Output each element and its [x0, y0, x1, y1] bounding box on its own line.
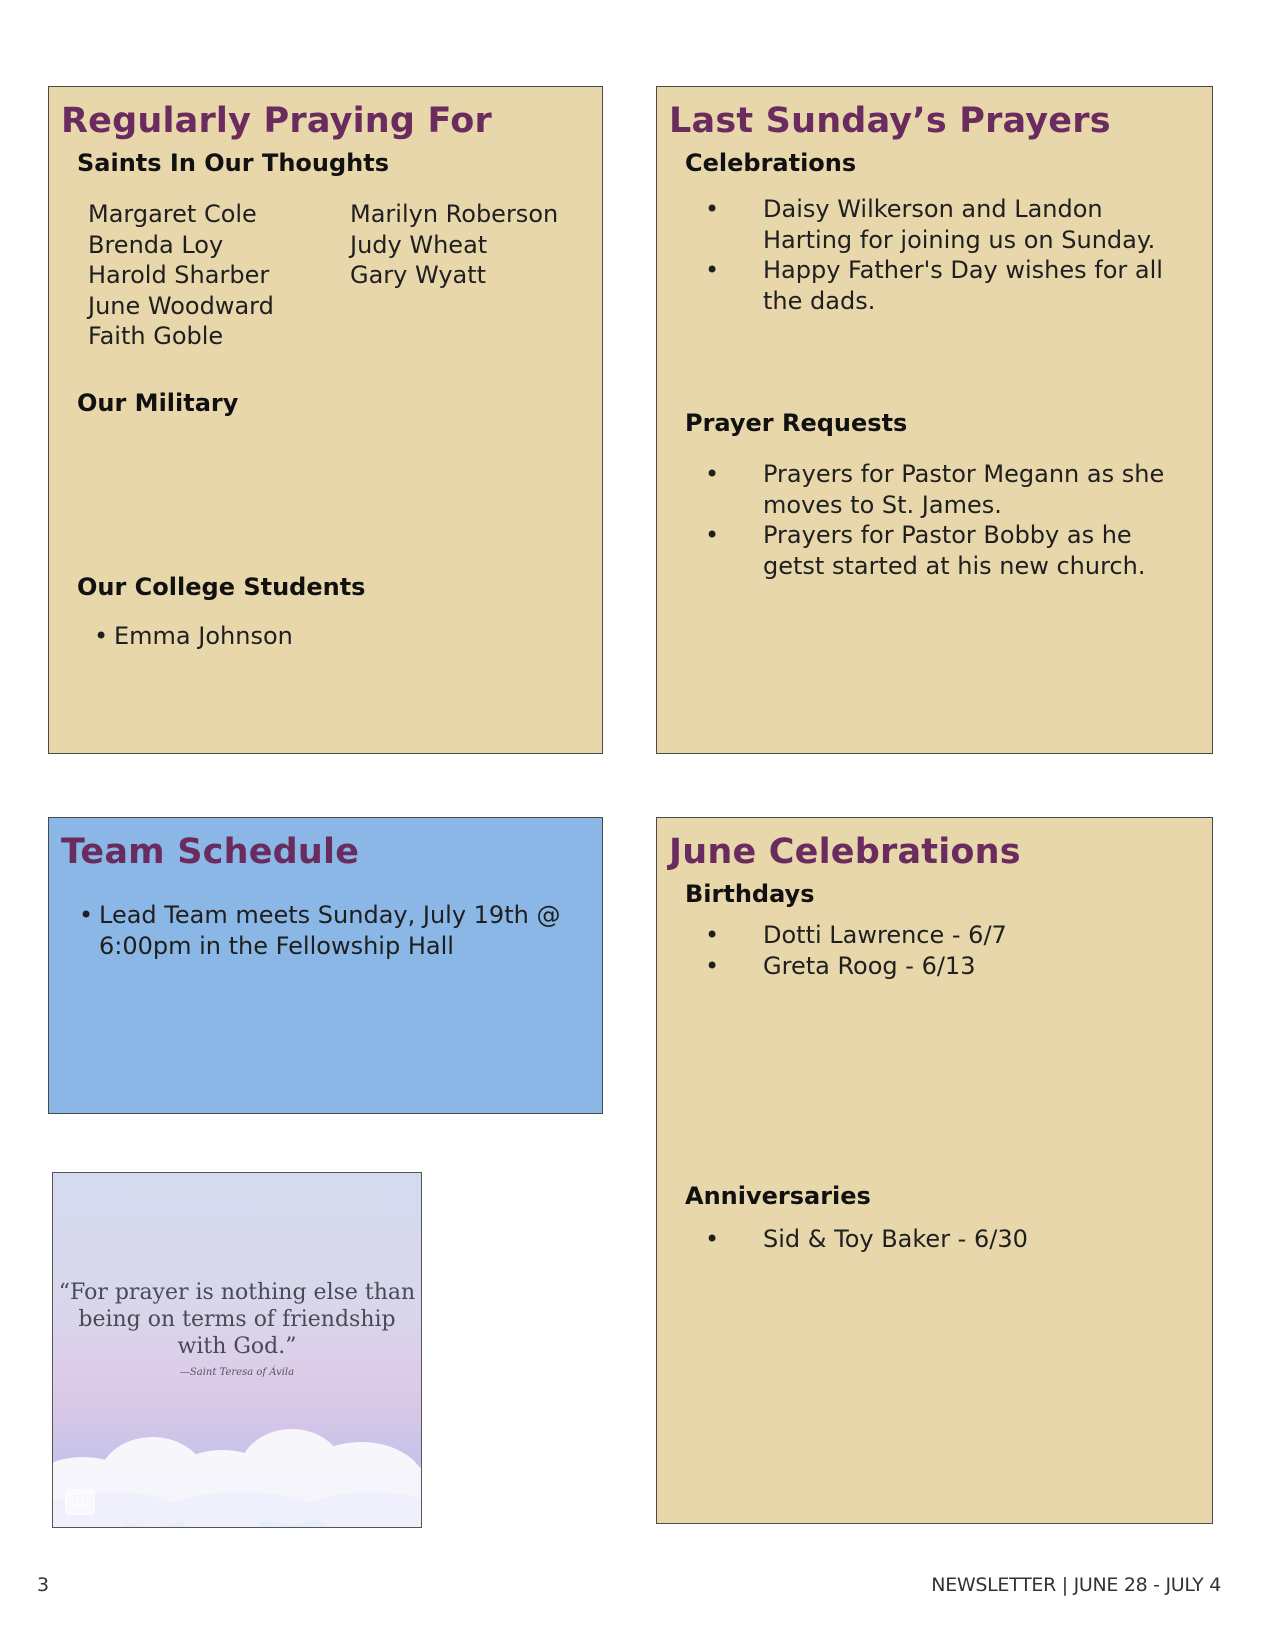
saints-list-col1	[88, 199, 274, 352]
panel-title: Regularly Praying For	[61, 101, 492, 141]
list-item: Brenda Loy	[88, 230, 224, 259]
team-schedule-panel	[48, 817, 603, 1114]
clouds-illustration	[53, 1387, 421, 1527]
list-item: June Woodward	[88, 291, 274, 320]
birthdays-list	[705, 920, 1185, 981]
military-heading: Our Military	[77, 389, 239, 417]
panel-title: Team Schedule	[61, 832, 360, 872]
page-number: 3	[37, 1574, 50, 1596]
quote-text: “For prayer is nothing else than being on terms of friendship with God.”	[58, 1280, 416, 1359]
list-item: • Happy Father's Day wishes for all the dads.	[705, 255, 1185, 316]
prayer-requests-list	[705, 459, 1185, 581]
list-item: • Prayers for Pastor Megann as she moves to St. James.	[705, 459, 1185, 520]
list-item: Marilyn Roberson	[350, 200, 559, 228]
last-sunday-prayers-panel	[656, 86, 1213, 754]
june-celebrations-panel	[656, 817, 1213, 1524]
celebrations-list	[705, 194, 1185, 316]
list-item: Margaret Cole	[88, 200, 257, 228]
college-list	[94, 621, 293, 652]
saints-list-col2	[350, 199, 558, 291]
birthdays-heading: Birthdays	[685, 880, 815, 908]
list-item: • Daisy Wilkerson and Landon Harting for joining us on Sunday.	[705, 194, 1185, 255]
panel-title: June Celebrations	[669, 832, 1021, 872]
list-item: Gary Wyatt	[350, 261, 487, 289]
anniversaries-heading: Anniversaries	[685, 1182, 871, 1210]
team-schedule-list	[79, 900, 569, 961]
newsletter-footer-label: NEWSLETTER | JUNE 28 - JULY 4	[931, 1574, 1221, 1596]
list-item: • Prayers for Pastor Bobby as he getst started at his new church.	[705, 520, 1185, 581]
panel-title: Last Sunday’s Prayers	[669, 101, 1111, 141]
list-item: • Dotti Lawrence - 6/7	[705, 920, 1185, 951]
rd-logo-icon: RD	[65, 1489, 95, 1515]
list-item: • Sid & Toy Baker - 6/30	[705, 1224, 1185, 1255]
list-item: • Greta Roog - 6/13	[705, 951, 1185, 982]
saints-heading: Saints In Our Thoughts	[77, 149, 390, 177]
prayer-quote-image	[52, 1172, 422, 1528]
celebrations-heading: Celebrations	[685, 149, 857, 177]
prayer-requests-heading: Prayer Requests	[685, 409, 908, 437]
list-item: Faith Goble	[88, 322, 224, 350]
list-item: • Emma Johnson	[94, 621, 293, 652]
regularly-praying-for-panel	[48, 86, 603, 754]
college-heading: Our College Students	[77, 573, 366, 601]
quote-attribution: —Saint Teresa of Ávila	[179, 1367, 295, 1378]
anniversaries-list	[705, 1224, 1185, 1255]
list-item: Judy Wheat	[350, 230, 488, 259]
list-item: Harold Sharber	[88, 261, 270, 289]
list-item: • Lead Team meets Sunday, July 19th @ 6:00pm in the Fellowship Hall	[79, 900, 569, 961]
